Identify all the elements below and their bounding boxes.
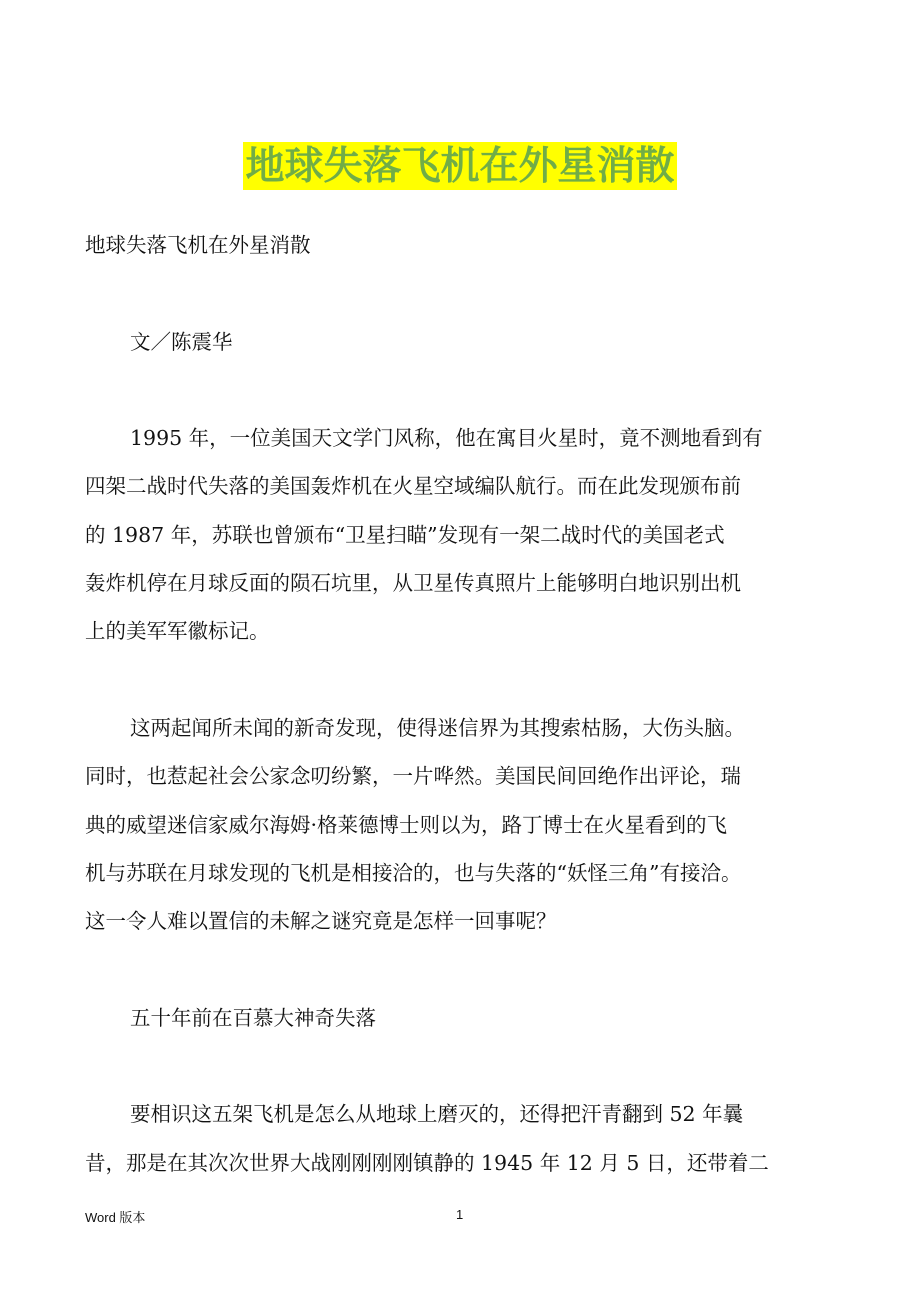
subtitle: 地球失落飞机在外星消散	[85, 233, 311, 257]
paragraph-line: 昔，那是在其次次世界大战刚刚刚刚镇静的 1945 年 12 月 5 日，还带着二	[85, 1150, 769, 1175]
paragraph-line: 同时，也惹起社会公家念叨纷繁，一片哗然。美国民间回绝作出评论，瑞	[85, 764, 741, 789]
paragraph-line: 机与苏联在月球发现的飞机是相接洽的，也与失落的“妖怪三角”有接洽。	[85, 860, 742, 885]
paragraph-line: 轰炸机停在月球反面的陨石坑里，从卫星传真照片上能够明白地识别出机	[85, 571, 741, 596]
paragraph-line: 1995 年，一位美国天文学门风称，他在寓目火星时，竟不测地看到有	[130, 426, 763, 451]
paragraph-line: 这两起闻所未闻的新奇发现，使得迷信界为其搜索枯肠，大伤头脑。	[130, 715, 745, 740]
paragraph-line: 这一令人难以置信的未解之谜究竟是怎样一回事呢？	[85, 909, 557, 934]
author-line: 文／陈震华	[130, 329, 233, 354]
section-heading: 五十年前在百慕大神奇失落	[130, 1005, 376, 1030]
paragraph-line: 典的威望迷信家威尔海姆·格莱德博士则以为，路丁博士在火星看到的飞	[85, 812, 728, 837]
page-number: 1	[456, 1207, 464, 1222]
document-title: 地球失落飞机在外星消散	[245, 143, 675, 189]
paragraph-3	[85, 1090, 855, 1187]
paragraph-2	[85, 704, 855, 945]
paragraph-line: 上的美军军徽标记。	[85, 619, 270, 644]
paragraph-line: 要相识这五架飞机是怎么从地球上磨灭的，还得把汗青翻到 52 年曩	[130, 1102, 744, 1127]
title-container	[0, 142, 920, 190]
document-body	[85, 221, 855, 1187]
paragraph-line: 的 1987 年，苏联也曾颁布“卫星扫瞄”发现有一架二战时代的美国老式	[85, 522, 725, 547]
paragraph-1	[85, 414, 855, 655]
paragraph-line: 四架二战时代失落的美国轰炸机在火星空域编队航行。而在此发现颁布前	[85, 474, 741, 499]
footer-label: Word 版本	[85, 1210, 146, 1225]
